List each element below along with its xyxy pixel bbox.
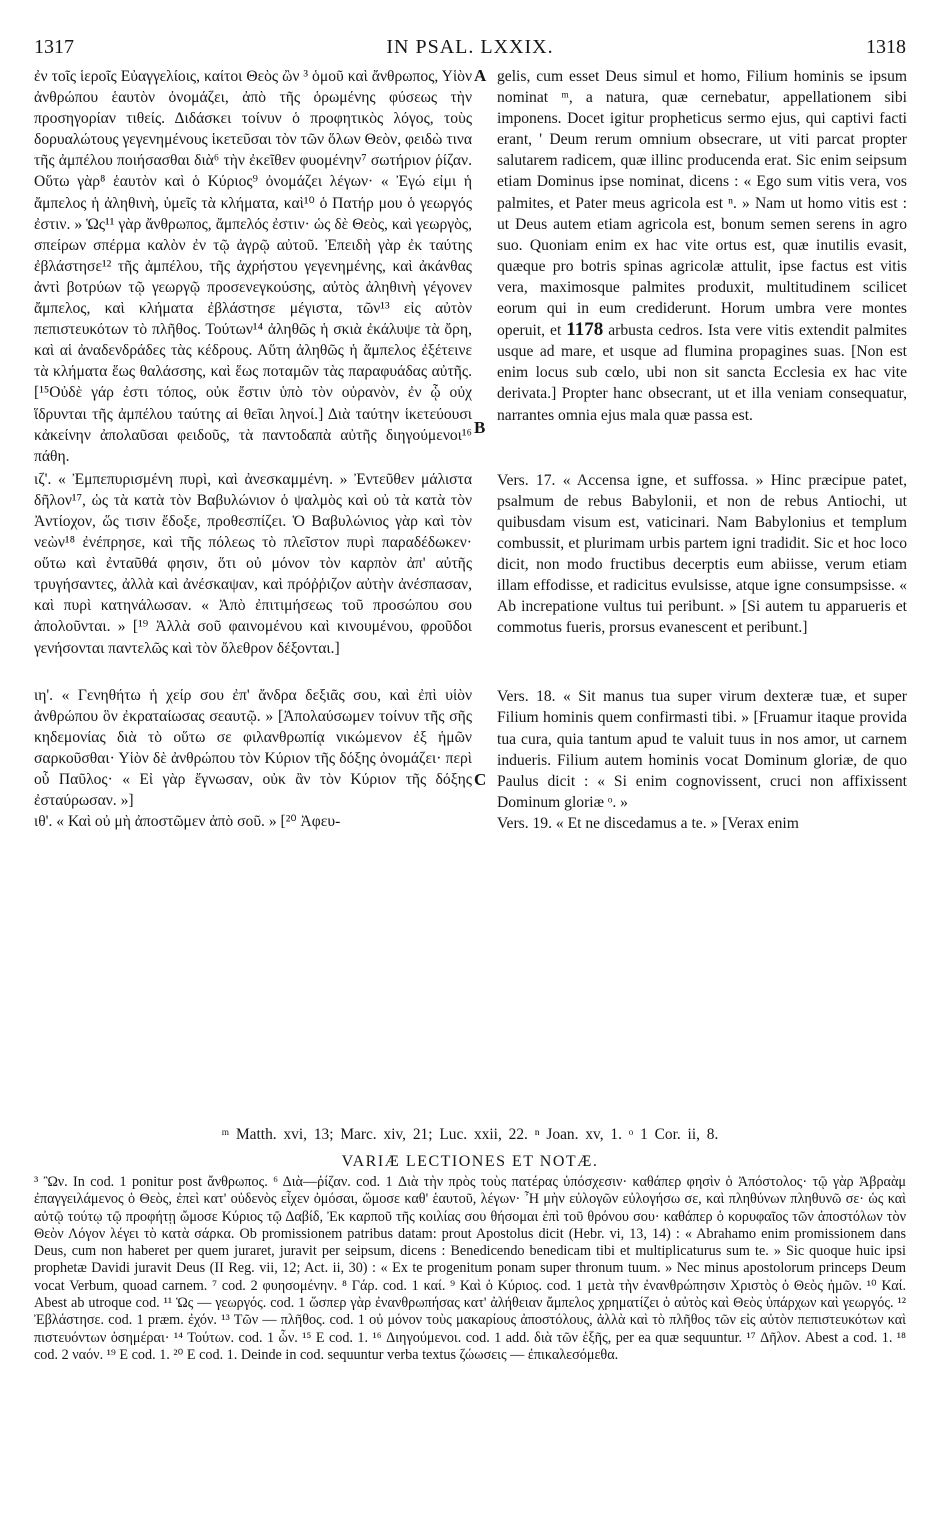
running-title: IN PSAL. LXXIX. bbox=[386, 36, 554, 58]
page-number-left: 1317 bbox=[34, 36, 74, 58]
latin-paragraph-verse-18: Vers. 18. « Sit manus tua super virum dexteræ tuæ, et super Filium hominis quem confirmasti tibi. » [Fruamur itaque provida tua cura, quia tantum apud te valuit tuus in nos amor, ut carnem indueris. Filium autem hominis vocat Dominum gloriæ, de quo Paulus dicit : « Si enim cognovissent, cruci non affixissent Dominum gloriæ ᵒ. » bbox=[497, 688, 907, 811]
latin-paragraph-verse-19: Vers. 19. « Et ne discedamus a te. » [Verax enim bbox=[497, 814, 799, 832]
scripture-footnotes: ᵐ Matth. xvi, 13; Marc. xiv, 21; Luc. xxii, 22. ⁿ Joan. xv, 1. ᵒ 1 Cor. ii, 8. bbox=[221, 1126, 719, 1143]
page-number-right: 1318 bbox=[866, 36, 906, 58]
variae-lectiones-notes bbox=[34, 1174, 906, 1364]
greek-paragraph-verse-17: ιζ'. « Ἐμπεπυρισμένη πυρὶ, καὶ ἀνεσκαμμένη. » Ἐντεῦθεν μάλιστα δῆλον¹⁷, ὡς τὰ κατὰ τὸν Βαβυλώνιον ὁ ψαλμὸς καὶ οὐ τὰ κατὰ τὸν Ἀντίοχον, ὥς τισιν ἔδοξε, προθεσπίζει. Ὁ Βαβυλώνιος γὰρ καὶ τὸν νεὼν¹⁸ ἐνέπρησε, καὶ τῆς πόλεως τὸ πλεῖστον πυρὶ παραδέδωκεν· οὕτω καὶ ἐνταῦθά φησιν, ὅτι οὐ μόνον τὸν καρπὸν ἀπ' αὐτῆς τρυγήσαντες, ἀλλὰ καὶ ἀνέσκαψαν, καὶ πρόῤῥιζον αὐτὴν ἀνέσπασαν, καὶ πυρὶ κατηνάλωσαν. « Ἀπὸ ἐπιτιμήσεως τοῦ προσώπου σου ἀπολοῦνται. » [¹⁹ Ἀλλὰ σοῦ φαινομένου καὶ κινουμένου, φροῦδοι γενήσονται παντελῶς καὶ τὸν ὄλεθρον δέξονται.] bbox=[34, 470, 472, 657]
latin-paragraph-1b: arbusta cedros. Ista vere vitis extendit palmites usque ad mare, et usque ad flumina propagines suas. [Non est enim locus sub cœlo, ubi non sit sancta Ecclesia ex hac vite derivata.] Propter hanc obsecrant, ut et illa veniam consequatur, narrantes omnia ejus mala quæ passa est. bbox=[497, 322, 907, 424]
greek-column bbox=[34, 66, 472, 832]
notes-text: ³ Ὢν. In cod. 1 ponitur post ἄνθρωπος. ⁶ Διὰ—ῥίζαν. cod. 1 Διὰ τὴν πρὸς τοὺς πατέρας ὑπόσχεσιν· καθάπερ φησὶν ὁ Ἀπόστολος· τῷ γὰρ Ἀβραὰμ ἐπαγγειλάμενος ὁ Θεὸς, ἐπεὶ κατ' οὐδενὸς εἶχεν ὀμόσαι, ὤμοσε καθ' ἑαυτοῦ, λέγων· Ἦ μὴν εὐλογῶν εὐλογήσω σε, καὶ πληθύνων πληθυνῶ σε· ὡς καὶ αὐτῷ τούτῳ τῷ προφήτῃ ὤμοσε Κύριος τῷ Δαβίδ, Ἐκ καρποῦ τῆς κοιλίας σου θήσομαι ἐπὶ τοῦ θρόνου σου· καθάπερ ὁ κορυφαῖος τῶν ἀποστόλων τὸν Θεὸν Λόγον λέγει τὸ κατὰ σάρκα. Ob promissionem patribus datam: prout Apostolus dicit (Hebr. vi, 13, 14) : « Abrahamo enim promissionem dans Deus, cum non haberet per quem juraret, juravit per seipsum, dicens : Benedicendo benedicam tibi et multiplicaturus sum te. » Sic quoque huic ipsi prophetæ Davidi juravit Deus (II Reg. vii, 12; Act. ii, 30) : « Ex te progenitum ponam super thronum tuum. » Nec minus apostolorum princeps Deum vocat Verbum, quoad carnem. ⁷ cod. 2 φυησομένην. ⁸ Γάρ. cod. 1 καί. ⁹ Καὶ ὁ Κύριος. cod. 1 μετὰ τὴν ἐνανθρώπησιν Χριστὸς ὁ Θεὸς ἡμῶν. ¹⁰ Καί. Abest ab utroque cod. ¹¹ Ὡς — γεωργός. cod. 1 ὥσπερ γὰρ ἐνανθρωπήσας κατ' ἀλήθειαν ἄμπελος χρηματίζει ὁ αὐτὸς καὶ Θεὸς ὑπάρχων καὶ γεωργός. ¹² Ἐβλάστησε. cod. 1 præm. ἐχόν. ¹³ Τῶν — πλῆθος. cod. 1 οὐ μόνον τοὺς μακαρίους ἀποστόλους, ἀλλὰ καὶ τὸ πλῆθος τῶν εἰς αὐτὸν πεπιστευκότων καὶ πιστευόντων ὀσημέραι· ¹⁴ Τούτων. cod. 1 ὧν. ¹⁵ E cod. 1. ¹⁶ Διηγούμενοι. cod. 1 add. διὰ τῶν ἑξῆς, per ea quæ sequuntur. ¹⁷ Δῆλον. Abest a cod. 1. ¹⁸ cod. 2 ναόν. ¹⁹ E cod. 1. ²⁰ E cod. 1. Deinde in cod. sequuntur verba textus ζώωσεις — ἐπικαλεσόμεθα. bbox=[34, 1174, 906, 1363]
greek-paragraph-1: ἐν τοῖς ἱεροῖς Εὐαγγελίοις, καίτοι Θεὸς ὢν ³ ὁμοῦ καὶ ἄνθρωπος, Υἱὸν ἀνθρώπου ἑαυτὸν ὀνομάζει, ἀπὸ τῆς ὁρωμένης φύσεως τὴν προσηγορίαν τιθείς. Διδάσκει τοίνυν ὁ προφητικὸς λόγος, τοὺς δορυαλώτους γεγενημένους ἱκετεῦσαι τὸν τῶν ὅλων Θεὸν, φειδὼ τινα τῆς ἀμπέλου ποιήσασθαι διὰ⁶ τὴν ἐκεῖθεν φυομένην⁷ σωτήριον ῥίζαν. Οὕτω γὰρ⁸ ἑαυτὸν καὶ ὁ Κύριος⁹ ὀνομάζει λέγων· « Ἐγώ εἰμι ἡ ἄμπελος ἡ ἀληθινὴ, ὑμεῖς τὰ κλήματα, καὶ¹⁰ ὁ Πατήρ μου ὁ γεωργός ἐστιν. » Ὡς¹¹ γὰρ ἄνθρωπος, ἄμπελός ἐστιν· ὡς δὲ Θεὸς, καὶ γεωργὸς, σπείρων σπέρμα καλὸν ἐν τῷ ἀγρῷ αὐτοῦ. Ἐπειδὴ γὰρ ἐκ ταύτης ἐβλάστησε¹² τῆς ἀμπέλου, τῆς ἀχρήστου γεγενημένης, καὶ ἀκάνθας ἀντὶ βοτρύων τῷ γεωργῷ προσενεγκούσης, αὐτὸς ἀληθινὴ γέγονεν ἄμπελος, καὶ κλήματα ἐβλάστησε μέγιστα, τῶν¹³ εἰς αὐτὸν πεπιστευκότων τὸ πλῆθος. Τούτων¹⁴ ἀληθῶς ἡ σκιὰ ἐκάλυψε τὰ ὄρη, καὶ αἱ ἀναδενδράδες τὰς κέδρους. Αὕτη ἀληθῶς ἡ ἄμπελος ἐξέτεινε τὰ κλήματα ἕως θαλάσσης, καὶ ἕως ποταμῶν τὰς παραφυάδας αὐτῆς. [¹⁵Οὐδὲ γάρ ἐστι τόπος, οὐκ ἔστιν ὑπὸ τὸν οὐρανὸν, ἐν ᾧ οὐχ ἵδρυνται τῆς ἀμπέλου ταύτης αἱ θεῖαι ληνοί.] Διὰ ταύτην ἱκετεύουσι κἀκείνην ἀπολαῦσαι φειδοῦς, τὰ παντοδαπὰ αὐτῆς διηγούμενοι¹⁶ πάθη. bbox=[34, 68, 472, 465]
latin-paragraph-1a: gelis, cum esset Deus simul et homo, Filium hominis se ipsum nominat ᵐ, a natura, quæ cernebatur, appellationem sibi imponens. Docet igitur propheticus sermo ejus, qui captivi facti erant, ' Deum rerum omnium obsecrare, ut viti parcat propter salutarem radicem, quæ illinc producenda erat. Sic enim seipsum etiam Dominus ipse nominat, dicens : « Ego sum vitis vera, vos palmites, et Pater meus agricola est ⁿ. » Nam ut homo vitis est : ut Deus autem etiam agricola est, bonum semen serens in agro suo. Quoniam enim ex hac vite ortus est, quæ inutilis evasit, quæque pro botris spinas agricolæ attulit, ipse factus est vitis vera, maximosque palmites produxit, multitudinem scilicet eorum qui in eum crediderunt. Horum umbra vere montes operuit, et bbox=[497, 68, 907, 340]
latin-column bbox=[497, 66, 907, 834]
column-number: 1178 bbox=[566, 319, 604, 341]
variae-lectiones-heading: VARIÆ LECTIONES ET NOTÆ. bbox=[341, 1153, 599, 1170]
latin-paragraph-1 bbox=[497, 66, 907, 426]
page-header bbox=[34, 36, 906, 62]
greek-paragraph-verse-18: ιη'. « Γενηθήτω ἡ χείρ σου ἐπ' ἄνδρα δεξιᾶς σου, καὶ ἐπὶ υἱὸν ἀνθρώπου ὃν ἐκραταίωσας σεαυτῷ. » [Ἀπολαύσωμεν τοίνυν τῆς σῆς κηδεμονίας διὰ τὸ οὕτω σε φιλανθρωπίᾳ νικώμενον ἐξ ἡμῶν σαρκοῦσθαι· Υἱὸν δὲ ἀνθρώπου τὸν Κύριον τῆς δόξης ὀνομάζει· περὶ οὗ Παῦλος· « Εἰ γὰρ ἔγνωσαν, οὐκ ἂν τὸν Κύριον τῆς δόξης ἐσταύρωσαν. »] bbox=[34, 686, 472, 810]
latin-paragraph-verse-17: Vers. 17. « Accensa igne, et suffossa. » Hinc præcipue patet, psalmum de rebus Babylonii, et non de rebus Antiochi, ut quibusdam visum est, vaticinari. Nam Babylonius et templum combussit, et plurimam urbis partem igni tradidit. Sic et hoc loco dicit, non modo fructibus decerptis eum abiisse, verum etiam illam effodisse, et radicitus evulsisse, atque igne consumpsisse. « Ab increpatione vultus tui peribunt. » [Si autem tu apparueris et commotus fueris, prorsus evanescent et peribunt.] bbox=[497, 471, 907, 637]
margin-marker-a: A bbox=[474, 66, 487, 85]
margin-marker-c: C bbox=[474, 770, 487, 789]
greek-paragraph-verse-19: ιθ'. « Καὶ οὐ μὴ ἀποστῶμεν ἀπὸ σοῦ. » [²⁰ Ἀφευ- bbox=[34, 813, 341, 831]
margin-marker-b: B bbox=[474, 418, 486, 437]
